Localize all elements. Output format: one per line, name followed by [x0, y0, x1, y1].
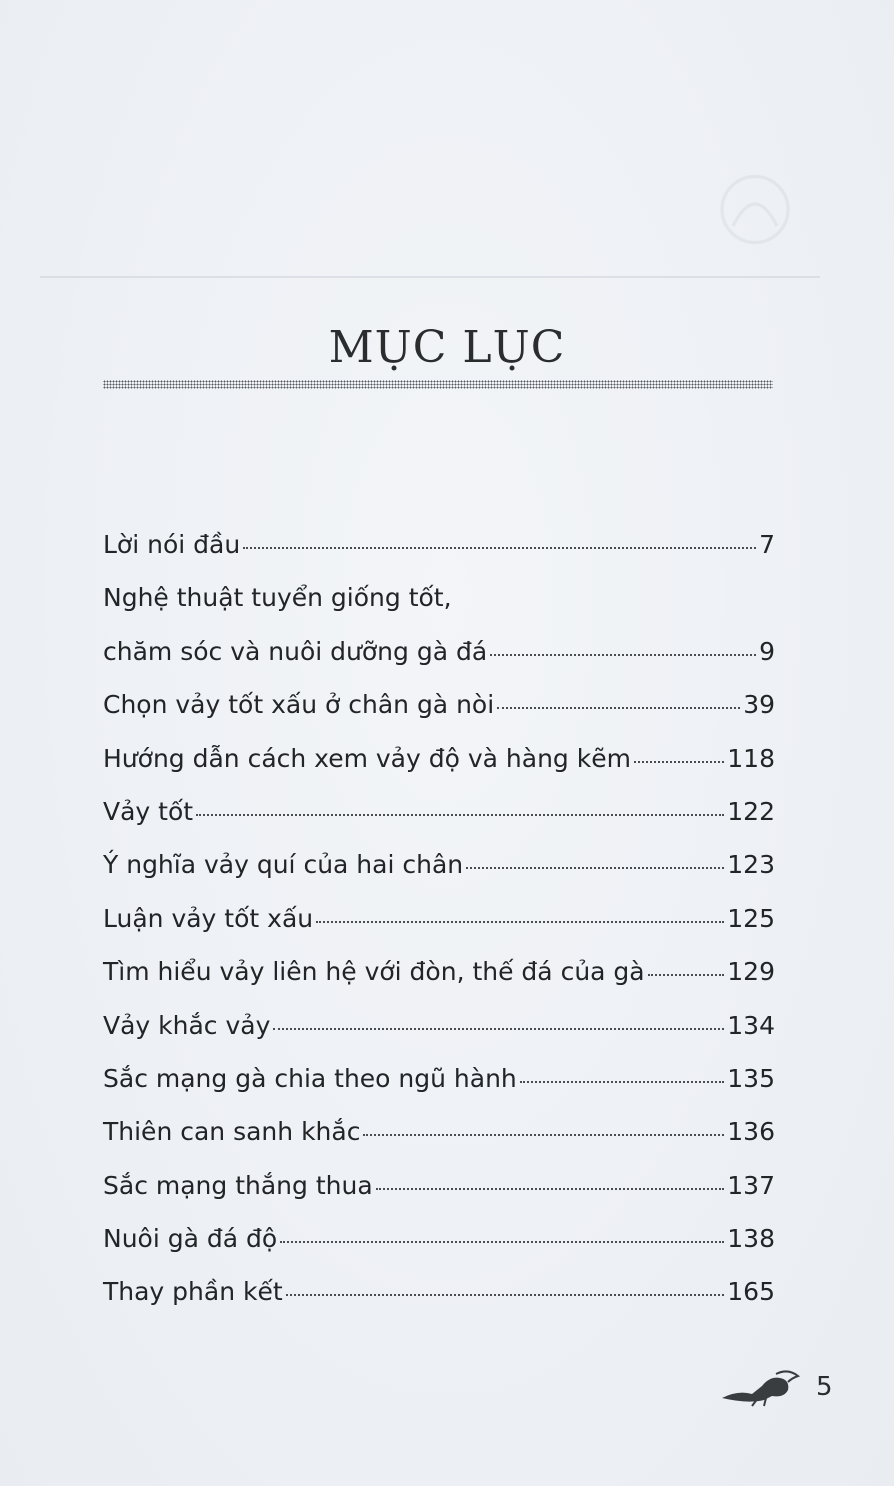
toc-entry-title: Nuôi gà đá độ [103, 1224, 278, 1254]
toc-entry-title: Vảy khắc vảy [103, 1010, 271, 1040]
rooster-emblem-icon [718, 1368, 808, 1408]
toc-entry-title-line1: Nghệ thuật tuyển giống tốt, [103, 583, 452, 613]
toc-entry-page: 123 [727, 850, 775, 880]
toc-entry-page: 135 [727, 1063, 775, 1093]
toc-entry-page: 7 [759, 530, 775, 559]
toc-entry-page: 134 [727, 1010, 775, 1040]
toc-entry [103, 1011, 775, 1064]
toc-entry-title: Hướng dẫn cách xem vảy độ và hàng kẽm [103, 743, 631, 773]
toc-entry [103, 1171, 775, 1224]
dot-leader [243, 547, 756, 549]
toc-entry [103, 1277, 775, 1330]
dot-leader [497, 707, 740, 709]
show-through-rule [40, 276, 820, 278]
toc-entry-page: 129 [727, 957, 775, 987]
toc-entry-title: Vảy tốt [103, 796, 194, 826]
dot-leader [466, 867, 724, 869]
page-number: 5 [816, 1372, 833, 1402]
page-title: MỤC LỤC [328, 322, 566, 373]
dot-leader [634, 761, 724, 763]
toc-entry-page: 39 [743, 690, 775, 720]
dot-leader [316, 921, 724, 923]
table-of-contents [103, 530, 775, 1331]
toc-entry-title: chăm sóc và nuôi dưỡng gà đá [103, 636, 488, 666]
toc-entry [103, 690, 775, 743]
toc-entry [103, 637, 775, 690]
dot-leader [376, 1188, 725, 1190]
title-divider [103, 380, 773, 389]
dot-leader [490, 654, 756, 656]
toc-entry-title: Thiên can sanh khắc [103, 1117, 361, 1147]
toc-entry-title: Tìm hiểu vảy liên hệ với đòn, thế đá của gà [103, 957, 645, 987]
toc-entry [103, 530, 775, 583]
toc-entry-title: Chọn vảy tốt xấu ở chân gà nòi [103, 690, 495, 720]
dot-leader [648, 974, 725, 976]
toc-entry [103, 797, 775, 850]
toc-entry [103, 850, 775, 903]
toc-entry-page: 122 [727, 796, 775, 826]
toc-entry-page: 137 [727, 1170, 775, 1200]
toc-entry-title: Ý nghĩa vảy quí của hai chân [103, 850, 464, 880]
dot-leader [196, 814, 724, 816]
dot-leader [280, 1241, 724, 1243]
toc-entry-title: Luận vảy tốt xấu [103, 903, 314, 933]
toc-entry [103, 957, 775, 1010]
toc-entry-title: Lời nói đầu [103, 530, 241, 559]
toc-entry [103, 744, 775, 797]
dot-leader [286, 1294, 725, 1296]
toc-entry-page: 165 [727, 1277, 775, 1307]
dot-leader [273, 1028, 724, 1030]
toc-entry-page: 136 [727, 1117, 775, 1147]
toc-entry-page: 118 [727, 743, 775, 773]
toc-entry-page: 9 [759, 636, 775, 666]
toc-entry [103, 904, 775, 957]
toc-entry-page: 138 [727, 1224, 775, 1254]
toc-entry-page: 125 [727, 903, 775, 933]
toc-entry-title: Sắc mạng thắng thua [103, 1170, 373, 1200]
dot-leader [520, 1081, 724, 1083]
toc-entry-title: Thay phần kết [103, 1277, 283, 1307]
toc-entry [103, 1064, 775, 1117]
toc-entry-line1 [103, 583, 775, 636]
toc-entry [103, 1224, 775, 1277]
rooster-watermark-icon [700, 160, 810, 270]
toc-entry-title: Sắc mạng gà chia theo ngũ hành [103, 1063, 517, 1093]
toc-entry [103, 1117, 775, 1170]
dot-leader [363, 1134, 724, 1136]
